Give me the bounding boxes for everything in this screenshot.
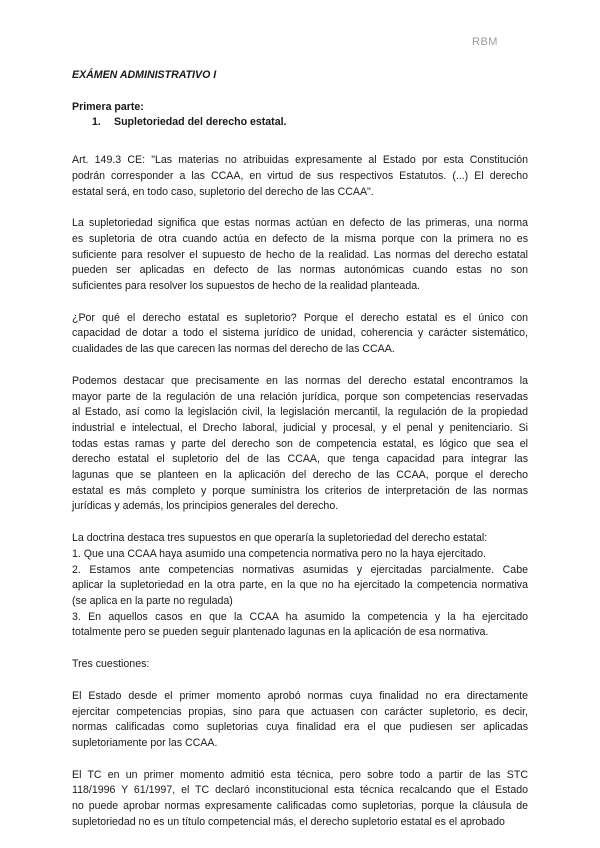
text-line: pueden ser aplicadas en defecto de las normas autonómicas cuando estas no son bbox=[72, 264, 528, 277]
text-line: La doctrina destaca tres supuestos en que operaría la supletoriedad del derecho estatal: bbox=[72, 532, 488, 545]
text-line: todas estas ramas y parte del derecho son de competencia estatal, es lógico que sea el bbox=[72, 437, 528, 450]
text-line: no puede aprobar normas expresamente calificadas como supletorias, porque la cláusula de bbox=[72, 800, 528, 813]
text-line: suficientes para resolver los supuestos de hecho de la realidad planteada. bbox=[72, 280, 421, 293]
text-line: estatal será, en todo caso, supletorio del derecho de las CCAA". bbox=[72, 185, 374, 198]
text-line: capacidad de dotar a todo el sistema jurídico de unidad, coherencia y carácter sistemático, bbox=[72, 327, 528, 340]
paragraph bbox=[72, 689, 528, 752]
text-line: normas calificadas como supletorias cuya finalidad era el que pudiesen ser aplicadas bbox=[72, 721, 528, 734]
text-line: El Estado desde el primer momento aprobó normas cuya finalidad no era directamente bbox=[72, 689, 528, 702]
paragraph bbox=[72, 153, 528, 200]
text-line: 118/1996 Y 61/1997, el TC declaró inconstitucional esta técnica recalcando que el Estado bbox=[72, 784, 528, 797]
text-line: al Estado, así como la legislación civil, la legislación mercantil, la regulación de la propiedad bbox=[72, 406, 528, 419]
paragraphs bbox=[72, 153, 528, 830]
header-mark: RBM bbox=[472, 36, 498, 48]
text-line: 1. Que una CCAA haya asumido una competencia normativa pero no la haya ejercitado. bbox=[72, 547, 486, 560]
text-line: suficiente para resolver el supuesto de hecho de la realidad. Las normas del derecho estatal bbox=[72, 248, 528, 261]
text-line: La supletoriedad significa que estas normas actúan en defecto de las primeras, una norma bbox=[72, 217, 528, 230]
text-line: mayor parte de la regulación de una relación jurídica, porque son competencias reservadas bbox=[72, 390, 528, 403]
text-line: Podemos destacar que precisamente en las normas del derecho estatal encontramos la bbox=[72, 374, 528, 387]
text-line: 2. Estamos ante competencias normativas asumidas y ejercitadas parcialmente. Cabe bbox=[72, 563, 528, 576]
text-line: derecho estatal el supletorio del de las CCAA, que tenga capacidad para integrar las bbox=[72, 453, 528, 466]
paragraph bbox=[72, 311, 528, 358]
subsection-title: Supletoriedad del derecho estatal. bbox=[114, 116, 287, 129]
text-line: ¿Por qué el derecho estatal es supletorio? Porque el derecho estatal es el único con bbox=[72, 311, 528, 324]
text-line: Tres cuestiones: bbox=[72, 658, 150, 671]
document-title: EXÁMEN ADMINISTRATIVO I bbox=[72, 69, 217, 81]
text-line: industrial e intelectual, el Drecho laboral, judicial y procesal, y el penal y penitenciario. Si bbox=[72, 421, 528, 434]
text-line: estatal es más completo y porque suministra los criterios de interpretación de las normas bbox=[72, 484, 528, 497]
subsection-number: 1. bbox=[92, 116, 101, 129]
paragraph bbox=[72, 657, 528, 673]
paragraph bbox=[72, 531, 528, 641]
paragraph bbox=[72, 216, 528, 295]
text-line: es supletoria de otra cuando actúa en defecto de la misma porque con la primera no es bbox=[72, 232, 528, 245]
document-body bbox=[72, 68, 528, 830]
text-line: El TC en un primer momento admitió esta técnica, pero sobre todo a partir de las STC bbox=[72, 768, 528, 781]
text-line: aplicar la supletoriedad en la otra parte, en la que no ha ejercitado la competencia normativa bbox=[72, 579, 528, 592]
subsection-heading bbox=[92, 115, 528, 131]
text-line: supletoriamente por las CCAA. bbox=[72, 736, 218, 749]
text-line: totalmente pero se pueden seguir plantenado lagunas en la aplicación de esa normativa. bbox=[72, 626, 489, 639]
text-line: podrán corresponder a las CCAA, en virtud de sus respectivos Estatutos. (...) El derecho bbox=[72, 169, 528, 182]
section-heading: Primera parte: bbox=[72, 100, 144, 113]
paragraph bbox=[72, 374, 528, 515]
text-line: Art. 149.3 CE: "Las materias no atribuidas expresamente al Estado por esta Constitución bbox=[72, 154, 528, 167]
text-line: cualidades de las que carecen las normas del derecho de las CCAA. bbox=[72, 343, 395, 356]
text-line: jurídicas y además, los principios generales del derecho. bbox=[72, 500, 339, 513]
text-line: 3. En aquellos casos en que la CCAA ha asumido la competencia y la ha ejercitado bbox=[72, 610, 528, 623]
text-line: (se aplica en la parte no regulada) bbox=[72, 594, 233, 607]
text-line: supletoriedad no es un título competencial más, el derecho supletorio estatal es el aprobado bbox=[72, 815, 505, 828]
text-line: ejercitar competencias propias, sino para que actuasen con carácter supletorio, es decir, bbox=[72, 705, 528, 718]
text-line: lagunas que se planteen en la aplicación del derecho de las CCAA, porque el derecho bbox=[72, 469, 528, 482]
paragraph bbox=[72, 768, 528, 831]
